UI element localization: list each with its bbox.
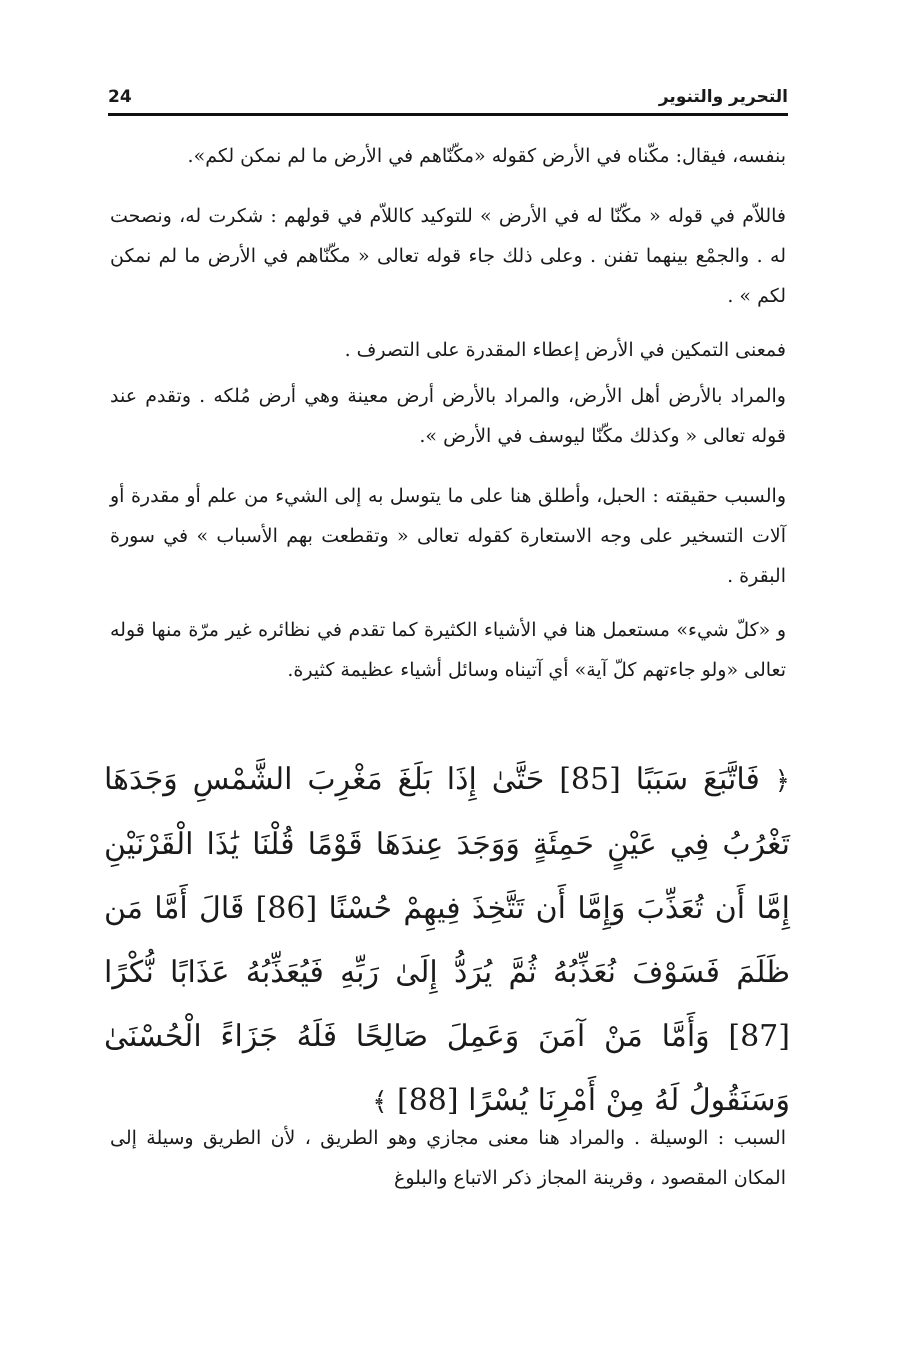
commentary-paragraph: السبب : الوسيلة . والمراد هنا معنى مجازي وهو الطريق ، لأن الطريق وسيلة إلى المكان المقصود ، وقرينة المجاز ذكر الاتباع والبلوغ	[110, 1127, 786, 1189]
commentary-paragraph: فمعنى التمكين في الأرض إعطاء المقدرة على التصرف .	[344, 339, 786, 361]
verse-close-bracket: ﴾	[372, 1087, 388, 1117]
commentary-paragraph: فاللاّم في قوله « مكّنّا له في الأرض » للتوكيد كاللاّم في قولهم : شكرت له، ونصحت له . والجمْع بينهما تفنن . وعلى ذلك جاء قوله تعالى « مكّنّاهم في الأرض ما لم نمكن لكم » .	[110, 205, 786, 307]
page-number: 24	[108, 87, 132, 107]
quran-verses-block	[104, 748, 790, 1134]
commentary-paragraph: بنفسه، فيقال: مكّناه في الأرض كقوله «مكّنّاهم في الأرض ما لم نمكن لكم».	[187, 145, 786, 167]
commentary-paragraph: والمراد بالأرض أهل الأرض، والمراد بالأرض أرض معينة وهي أرض مُلكه . وتقدم عند قوله تعالى « وكذلك مكّنّا ليوسف في الأرض ».	[110, 385, 786, 447]
running-title: التحرير والتنوير	[658, 87, 788, 107]
header-rule	[108, 113, 788, 116]
commentary-paragraph: و «كلّ شيء» مستعمل هنا في الأشياء الكثيرة كما تقدم في نظائره غير مرّة منها قوله تعالى «ولو جاءتهم كلّ آية» أي آتيناه وسائل أشياء عظيمة كثيرة.	[110, 619, 786, 681]
page-header	[108, 84, 788, 110]
verse-text: فَاتَّبَعَ سَبَبًا [85] حَتَّىٰ إِذَا بَلَغَ مَغْرِبَ الشَّمْسِ وَجَدَهَا تَغْرُبُ فِي عَيْنٍ حَمِئَةٍ وَوَجَدَ عِندَهَا قَوْمًا قُلْنَا يَٰذَا الْقَرْنَيْنِ إِمَّا أَن تُعَذِّبَ وَإِمَّا أَن تَتَّخِذَ فِيهِمْ حُسْنًا [86] قَالَ أَمَّا مَن ظَلَمَ فَسَوْفَ نُعَذِّبُهُ ثُمَّ يُرَدُّ إِلَىٰ رَبِّهِ فَيُعَذِّبُهُ عَذَابًا نُّكْرًا [87] وَأَمَّا مَنْ آمَنَ وَعَمِلَ صَالِحًا فَلَهُ جَزَاءً الْحُسْنَىٰ وَسَنَقُولُ لَهُ مِنْ أَمْرِنَا يُسْرًا [88]	[104, 762, 790, 1118]
verse-open-bracket: ﴿	[774, 766, 790, 796]
commentary-paragraph: والسبب حقيقته : الحبل، وأطلق هنا على ما يتوسل به إلى الشيء من علم أو مقدرة أو آلات التسخير على وجه الاستعارة كقوله تعالى « وتقطعت بهم الأسباب » في سورة البقرة .	[110, 485, 786, 587]
